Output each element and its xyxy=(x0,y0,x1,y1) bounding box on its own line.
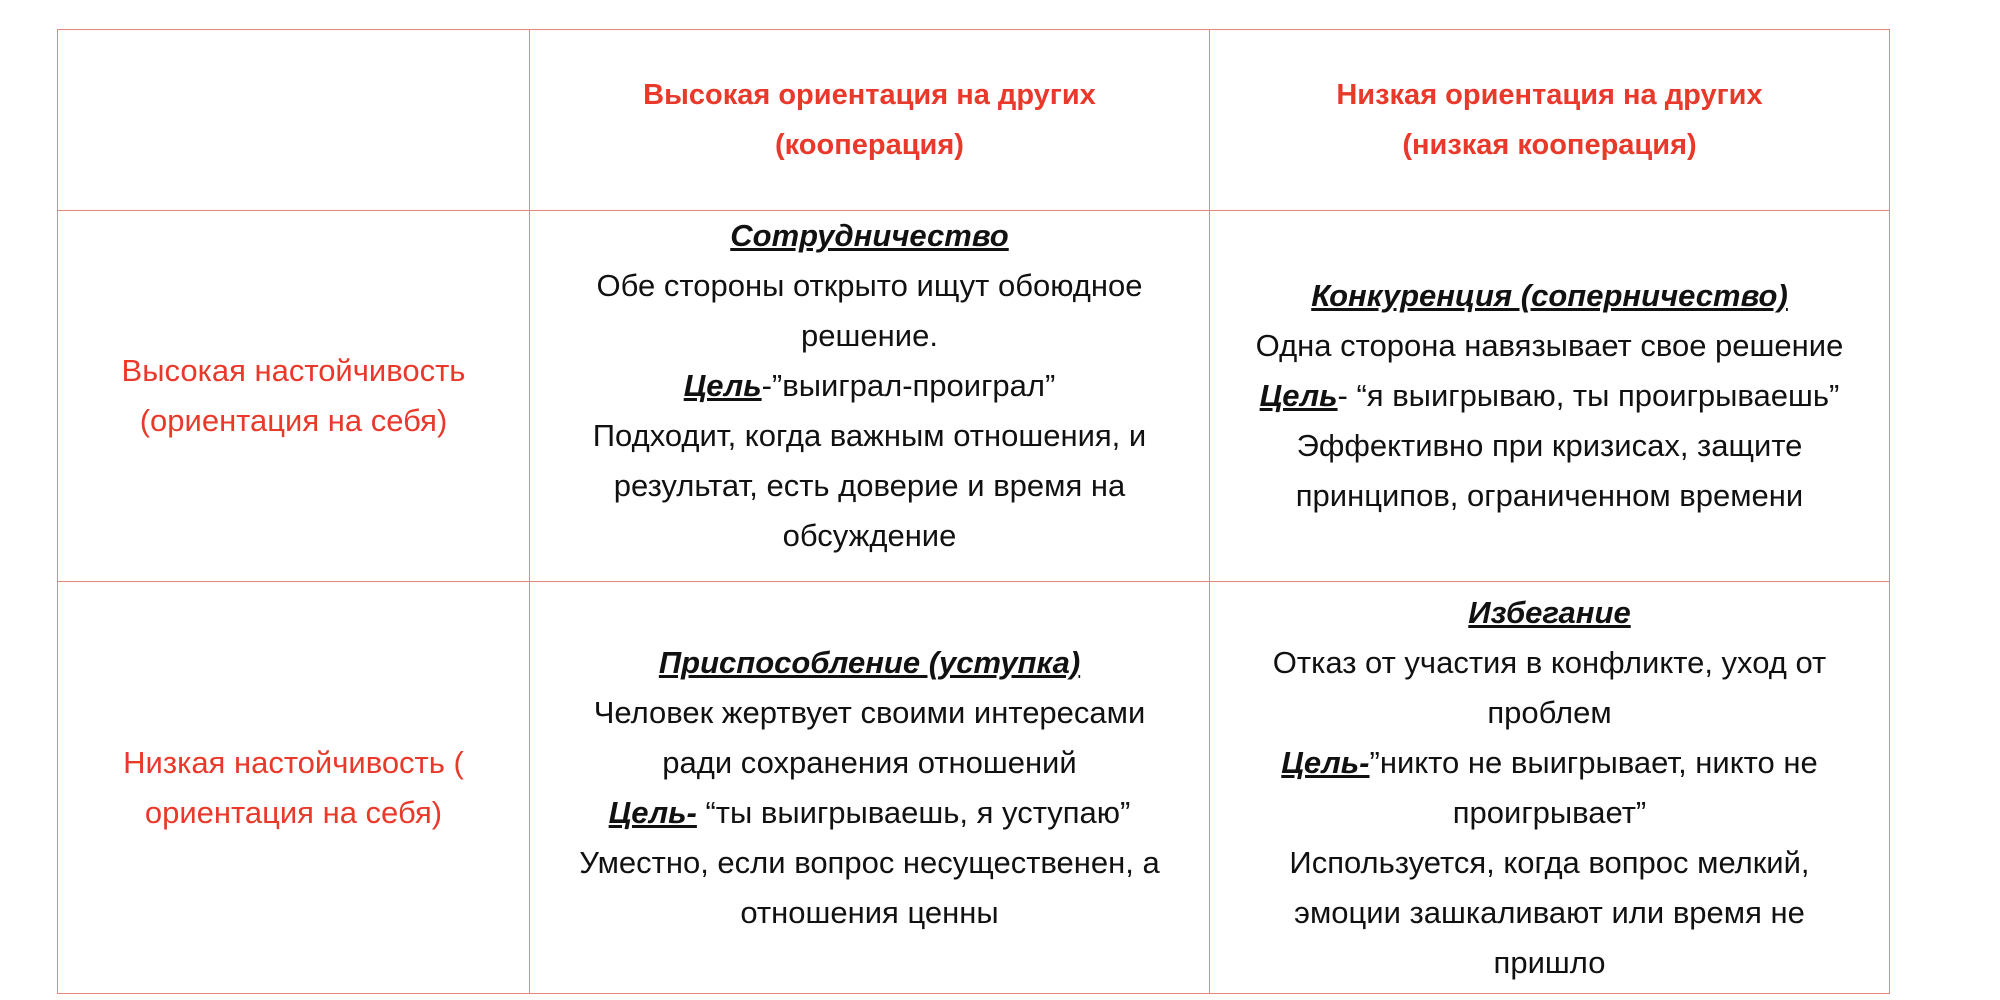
accommodation-goal xyxy=(552,788,1187,838)
competition-title: Конкуренция (соперничество) xyxy=(1311,278,1788,313)
header-row xyxy=(58,30,1890,211)
low-assertiveness-row xyxy=(58,582,1890,994)
collaboration-when-line-2: результат, есть доверие и время на xyxy=(613,468,1126,503)
row-header-low-assertiveness xyxy=(58,582,530,994)
row-header-low-line-1: Низкая настойчивость ( xyxy=(123,744,464,780)
competition-goal-label: Цель xyxy=(1259,378,1338,413)
cell-accommodation xyxy=(530,582,1210,994)
collaboration-desc-line-2: решение. xyxy=(801,318,938,353)
competition-goal xyxy=(1232,371,1867,421)
avoidance-goal-label: Цель- xyxy=(1281,744,1370,780)
avoidance-when-line-2: эмоции зашкаливают или время не xyxy=(1294,894,1805,930)
competition-when-line-2: принципов, ограниченном времени xyxy=(1295,478,1804,513)
row-header-high-line-1: Высокая настойчивость xyxy=(121,353,466,388)
competition-desc-line-1: Одна сторона навязывает свое решение xyxy=(1255,328,1844,363)
collaboration-when-line-1: Подходит, когда важным отношения, и xyxy=(592,418,1147,453)
col-header-low-cooperation xyxy=(1210,30,1890,211)
high-assertiveness-row xyxy=(58,211,1890,582)
avoidance-title: Избегание xyxy=(1468,594,1631,630)
row-header-high-line-2: (ориентация на себя) xyxy=(139,403,448,438)
accommodation-when-line-1: Уместно, если вопрос несущественен, а xyxy=(579,844,1160,880)
avoidance-desc-line-2: проблем xyxy=(1487,694,1612,730)
cell-competition xyxy=(1210,211,1890,582)
row-header-low-line-2: ориентация на себя) xyxy=(144,794,443,830)
col-header-high-line-2: (кооперация) xyxy=(775,129,964,161)
avoidance-goal-text: ”никто не выигрывает, никто не xyxy=(1369,744,1818,780)
accommodation-goal-text: “ты выигрываешь, я уступаю” xyxy=(696,794,1131,830)
collaboration-goal-text: -”выиграл-проиграл” xyxy=(761,368,1056,403)
col-header-low-line-2: (низкая кооперация) xyxy=(1402,129,1697,161)
accommodation-goal-label: Цель- xyxy=(608,794,697,830)
avoidance-goal-text-2: проигрывает” xyxy=(1452,794,1647,830)
cell-avoidance xyxy=(1210,582,1890,994)
accommodation-desc-line-1: Человек жертвует своими интересами xyxy=(593,694,1146,730)
collaboration-when-line-3: обсуждение xyxy=(782,518,957,553)
collaboration-goal-label: Цель xyxy=(683,368,762,403)
cell-collaboration xyxy=(530,211,1210,582)
collaboration-goal xyxy=(552,361,1187,411)
avoidance-desc-line-1: Отказ от участия в конфликте, уход от xyxy=(1272,644,1827,680)
accommodation-title: Приспособление (уступка) xyxy=(658,644,1081,680)
accommodation-when-line-2: отношения ценны xyxy=(740,894,999,930)
accommodation-desc-line-2: ради сохранения отношений xyxy=(662,744,1077,780)
avoidance-when-line-1: Используется, когда вопрос мелкий, xyxy=(1289,844,1810,880)
collaboration-title: Сотрудничество xyxy=(730,218,1009,253)
col-header-high-line-1: Высокая ориентация на других xyxy=(643,79,1096,111)
competition-goal-text: - “я выигрываю, ты проигрываешь” xyxy=(1337,378,1840,413)
avoidance-goal xyxy=(1232,738,1867,788)
avoidance-when-line-3: пришло xyxy=(1493,944,1606,980)
corner-cell xyxy=(58,30,530,211)
col-header-high-cooperation xyxy=(530,30,1210,211)
competition-when-line-1: Эффективно при кризисах, защите xyxy=(1296,428,1803,463)
row-header-high-assertiveness xyxy=(58,211,530,582)
conflict-styles-matrix xyxy=(57,29,1890,994)
col-header-low-line-1: Низкая ориентация на других xyxy=(1336,79,1763,111)
collaboration-desc-line-1: Обе стороны открыто ищут обоюдное xyxy=(596,268,1143,303)
